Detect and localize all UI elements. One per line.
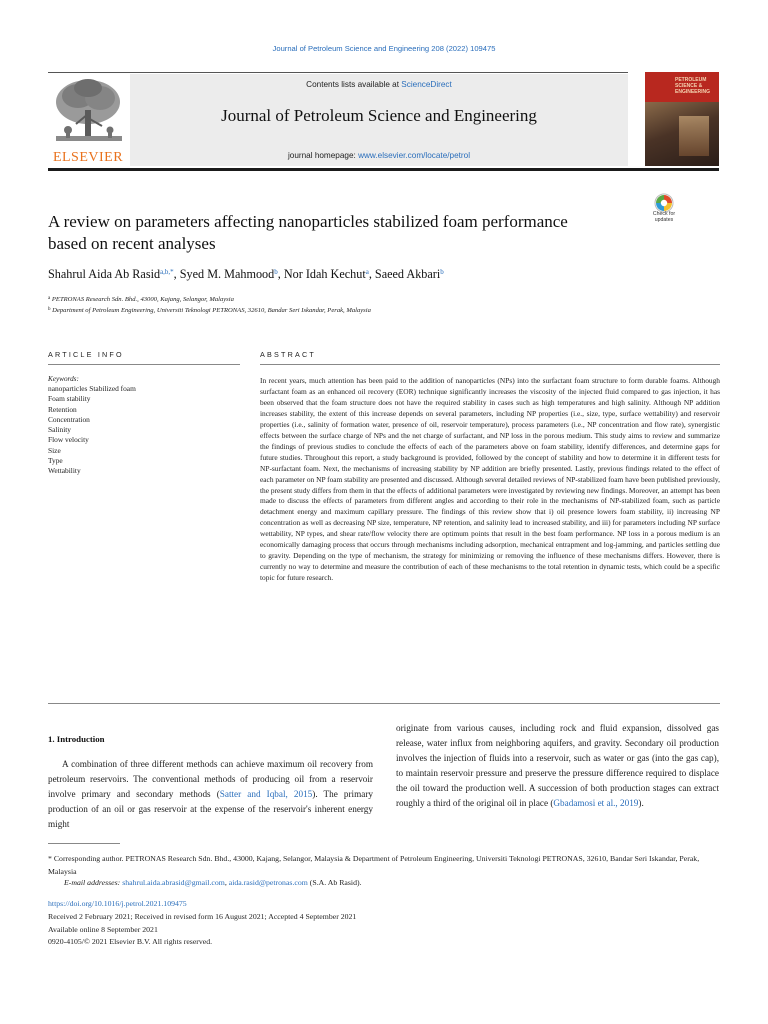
keyword-item: Size [48, 445, 61, 455]
keyword-item: nanoparticles Stabilized foam [48, 384, 136, 393]
keyword-item: Flow velocity [48, 435, 89, 445]
check-for-updates-label[interactable]: Check for updates [652, 211, 676, 223]
email-label: E-mail addresses: [64, 878, 123, 887]
author-affiliation-marker[interactable]: a [365, 268, 369, 276]
contents-available-line [130, 80, 628, 89]
affiliation-text: PETRONAS Research Sdn. Bhd., 43000, Kajang, Selangor, Malaysia [51, 296, 234, 303]
email-link[interactable]: shahrul.aida.abrasid@gmail.com [122, 878, 225, 887]
author-name[interactable]: Shahrul Aida Ab Rasid [48, 267, 161, 281]
available-online-date: Available online 8 September 2021 [48, 924, 158, 934]
header-bottom-rule [48, 168, 719, 171]
email-separator: , [224, 878, 229, 887]
keyword-item: Type [48, 456, 63, 466]
abstract-text: In recent years, much attention has been paid to the addition of nanoparticles (NPs) into the surfactant foam structure to form durable foams. Although surfactant foam as an enhanced oil recovery (EOR) technique significantly increases the viscosity of the injected fluid compared to gas injection, it has been observed that the foam structure does not have the required stability in cases such as high temperatures and high salinity. Although NP addition increases stability, the extent of this increase depends on several parameters, including NP properties (i.e., size, type, surface wettability) and reservoir properties (i.e., salinity of formation water, presence of oil, reservoir temperature), process parameters (i.e., NP concentration and flow rate), synergistic effects between the surface charge of NPs and the net charge of surfactant, and NP loss in the porous medium. This study aims to review and summarize the findings of previous studies to conclude the effects of each of the parameters above on foam stability, identify differences, and determine gaps for future studies. Throughout this report, a study background is provided, followed by the concept of stability and how to determine it in different tests for NP-surfactant foam. Next, the mechanisms of increasing stability by NP addition are briefly presented. Lastly, previous findings related to the effect of each parameter on NP foam stability are presented and discussed. Although several detailed reviews of NP-stabilized foam have been published previously, the present study differs from them in that the effects of additional parameters were investigated by reviewing new findings. Moreover, an attempt has been made to discuss the effects of parameters from different angles and according to their role in the mechanisms of NP-stabilized foam, such as particle detachment energy and maximum capillary pressure. The findings of this review show that i) oil presence lowers foam stability, ii) increasing NP concentration as well as decreasing NP size, temperature, NP retention, and salinity lead to increased stability, and iii) for parameters including NP surface wettability, NP types, and shear rate/flow velocity there are optimum points that result in the best foam performance. NP loss in a porous medium is an economically damaging process that occurs through mechanisms including adsorption, mechanical entrapment and log-jamming, and particles settling due to gravity. Depending on the type of mechanism, the strategy for minimizing or removing the influence of these mechanisms differs. However, there is currently no way to determine and measure the contribution of each of these mechanisms to the total retention in dynamic tests, which could be a specific topic for future research. [260, 376, 720, 583]
journal-cover-image[interactable] [645, 72, 719, 166]
keywords-label: Keywords: [48, 375, 79, 383]
article-info-heading: ARTICLE INFO [48, 350, 124, 359]
affiliation-a [48, 296, 698, 303]
sciencedirect-link[interactable]: ScienceDirect [401, 80, 452, 89]
affiliation-b [48, 307, 698, 314]
doi-link[interactable]: https://doi.org/10.1016/j.petrol.2021.109475 [48, 899, 187, 908]
contents-prefix: Contents lists available at [306, 80, 402, 89]
citation-link[interactable]: Satter and Iqbal, 2015 [219, 788, 313, 799]
keyword-item: Wettability [48, 466, 81, 476]
body-text: ). [638, 797, 644, 808]
cover-title: PETROLEUM SCIENCE & ENGINEERING [675, 77, 711, 95]
keyword-item: Retention [48, 404, 77, 414]
body-column-left [48, 757, 373, 832]
author-affiliation-marker[interactable]: b [274, 268, 278, 276]
affiliation-key: b [48, 307, 51, 312]
corresponding-author-note: * Corresponding author. PETRONAS Research Sdn. Bhd., 43000, Kajang, Selangor, Malaysia & Department of Petroleum Engineering, Universiti Teknologi PETRONAS, 32610, Bandar Seri Iskandar, Perak, Malaysia [48, 854, 700, 876]
author-name[interactable]: Saeed Akbari [374, 267, 441, 281]
abstract-bottom-rule [48, 703, 720, 704]
section-heading-introduction: 1. Introduction [48, 734, 105, 744]
publisher-wordmark[interactable]: ELSEVIER [52, 150, 124, 165]
elsevier-tree-icon [48, 74, 130, 150]
keyword-item: Salinity [48, 425, 71, 435]
affiliation-text: Department of Petroleum Engineering, Universiti Teknologi PETRONAS, 32610, Bandar Seri Iskandar, Perak, Malaysia [52, 307, 371, 314]
homepage-link[interactable]: www.elsevier.com/locate/petrol [358, 151, 471, 160]
body-text: A combination of three different methods can achieve maximum oil recovery from petroleum reservoirs. The conventional methods of producing oil from a reservoir involve primary and secondary methods ( [48, 759, 373, 799]
keyword-item: Foam stability [48, 394, 91, 404]
email-link[interactable]: aida.rasid@petronas.com [228, 878, 308, 887]
article-title: A review on parameters affecting nanoparticles stabilized foam performance based on recent analyses [48, 212, 568, 253]
header-rule [48, 72, 628, 73]
abstract-rule [260, 364, 720, 365]
author-affiliation-marker[interactable]: a,b,* [160, 268, 174, 276]
journal-homepage-line [130, 151, 628, 160]
received-dates: Received 2 February 2021; Received in revised form 16 August 2021; Accepted 4 September 2021 [48, 911, 357, 921]
body-text: originate from various causes, including rock and fluid expansion, dissolved gas release, water influx from neighboring aquifers, and gravity. Secondary oil production involves the injection of fluids into a reservoir, such as water or gas (into the gas cap), to maintain reservoir pressure and preserve the pressure difference required to displace the oil toward the production well. A succession of both production stages can extract roughly a third of the original oil in place ( [396, 723, 719, 808]
body-text: ). The primary production of an oil or gas reservoir at the expense of the reservoir's inherent energy might [48, 788, 373, 829]
email-suffix: (S.A. Ab Rasid). [307, 878, 362, 887]
author-name[interactable]: Syed M. Mahmood [179, 267, 275, 281]
article-info-rule [48, 364, 240, 365]
author-affiliation-marker[interactable]: b [440, 268, 444, 276]
abstract-heading: ABSTRACT [260, 350, 316, 359]
email-line [64, 878, 362, 887]
footnote-rule [48, 843, 120, 844]
publication-info [48, 898, 356, 949]
affiliation-key: a [48, 296, 51, 301]
author-list: Shahrul Aida Ab Rasid$^{a,b,*}$, Syed M. Mahmood$^b$, Nor Idah Kechut$^a$, Saeed Akbari$^b$ [48, 267, 444, 281]
keyword-list [48, 384, 228, 477]
author-name[interactable]: Nor Idah Kechut [283, 267, 366, 281]
keyword-item: Concentration [48, 414, 90, 424]
cover-photo-detail [679, 116, 709, 156]
homepage-prefix: journal homepage: [287, 151, 359, 160]
body-column-right [396, 721, 719, 810]
journal-citation[interactable]: Journal of Petroleum Science and Engineering 208 (2022) 109475 [272, 44, 496, 53]
copyright-line: 0920-4105/© 2021 Elsevier B.V. All rights reserved. [48, 937, 213, 947]
journal-title[interactable]: Journal of Petroleum Science and Engineering [221, 106, 537, 125]
citation-link[interactable]: Gbadamosi et al., 2019 [553, 797, 639, 808]
